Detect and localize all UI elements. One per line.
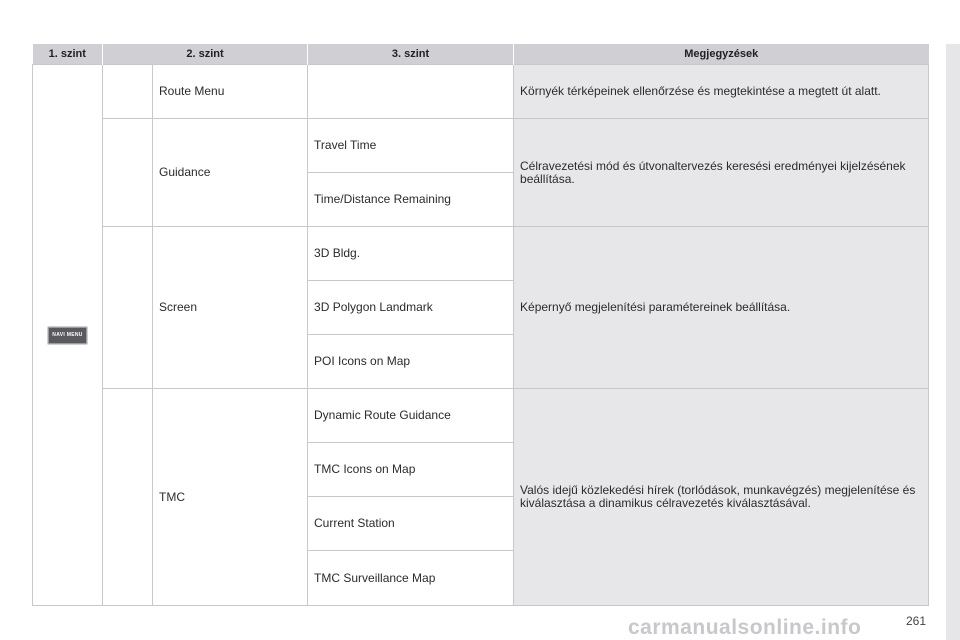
header-notes: Megjegyzések <box>514 44 929 65</box>
level-3-poi-icons-on-map: POI Icons on Map <box>308 335 514 389</box>
level-3-3d-polygon-landmark: 3D Polygon Landmark <box>308 281 514 335</box>
level-2-route-menu: Route Menu <box>153 65 308 119</box>
level-3-time-distance-remaining: Time/Distance Remaining <box>308 173 514 227</box>
note-route-menu: Környék térképeinek ellenőrzése és megtekintése a megtett út alatt. <box>514 65 929 119</box>
header-level-2: 2. szint <box>103 44 308 65</box>
table-row <box>33 227 929 281</box>
level-3-travel-time: Travel Time <box>308 119 514 173</box>
note-guidance: Célravezetési mód és útvonaltervezés keresési eredményei kijelzésének beállítása. <box>514 119 929 227</box>
level-2-tmc: TMC <box>153 389 308 606</box>
indent-cell <box>103 227 153 389</box>
table-row <box>33 389 929 443</box>
page-number: 261 <box>906 614 927 628</box>
level-3-tmc-surveillance-map: TMC Surveillance Map <box>308 551 514 606</box>
table-header-row <box>33 44 929 65</box>
header-level-3: 3. szint <box>308 44 514 65</box>
page-edge-strip <box>946 44 960 640</box>
indent-cell <box>103 389 153 606</box>
table-row <box>33 119 929 173</box>
level-3-3d-bldg: 3D Bldg. <box>308 227 514 281</box>
level-3-tmc-icons-on-map: TMC Icons on Map <box>308 443 514 497</box>
menu-structure-table <box>32 44 929 606</box>
indent-cell <box>103 65 153 119</box>
level-3-cell <box>308 65 514 119</box>
level-1-cell <box>33 65 103 606</box>
level-2-screen: Screen <box>153 227 308 389</box>
table-row <box>33 65 929 119</box>
watermark: carmanualsonline.info <box>628 616 862 639</box>
level-3-dynamic-route-guidance: Dynamic Route Guidance <box>308 389 514 443</box>
header-level-1: 1. szint <box>33 44 103 65</box>
note-tmc: Valós idejű közlekedési hírek (torlódások, munkavégzés) megjelenítése és kiválasztása a dinamikus célravezetés kiválasztásával. <box>514 389 929 606</box>
note-screen: Képernyő megjelenítési paramétereinek beállítása. <box>514 227 929 389</box>
indent-cell <box>103 119 153 227</box>
navi-menu-button-icon: NAVI MENU <box>48 327 86 344</box>
level-3-current-station: Current Station <box>308 497 514 551</box>
level-2-guidance: Guidance <box>153 119 308 227</box>
